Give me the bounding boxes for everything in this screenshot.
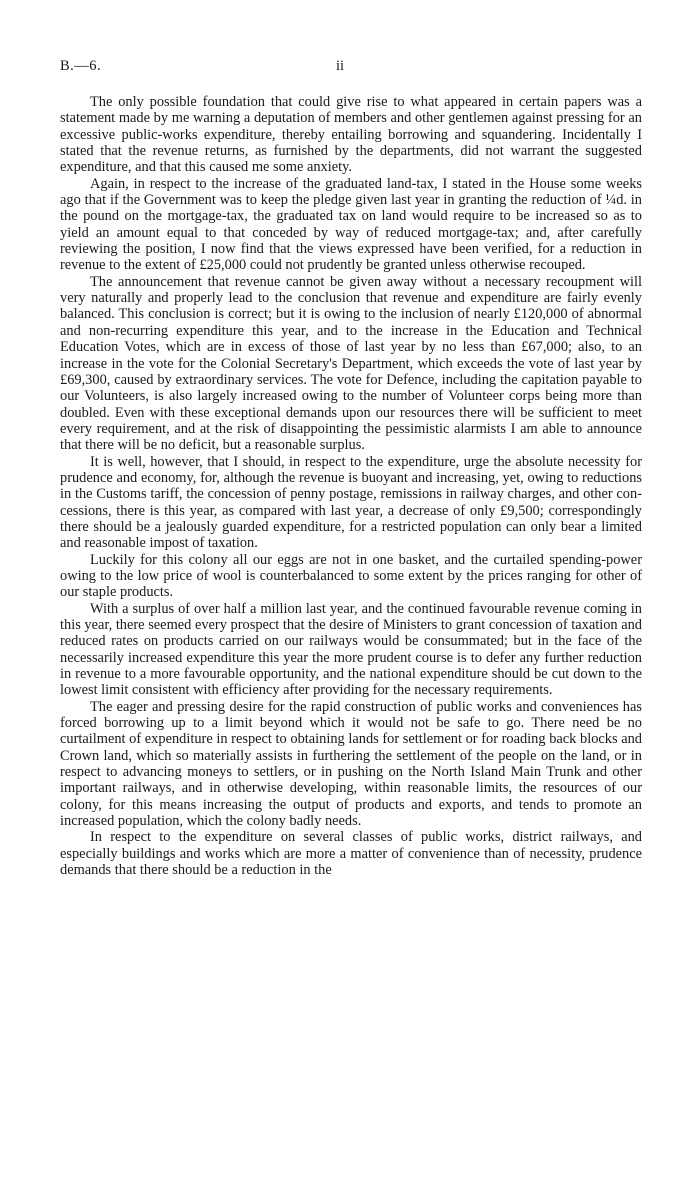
paragraph-2: Again, in respect to the increase of the graduated land-tax, I stated in the House some weeks ago that if the Government was to keep the pledge given last year in granting the reduction of ¼d. in the pound on the mortgage-tax, the graduated tax on land would require to be increased so as to yield an amount equal to that conceded by way of reduced mortgage-tax; and, after carefully reviewing the position, I now find that the views expressed have been verified, for a reduction in revenue to the extent of £25,000 could not prudently be granted unless otherwise recouped. <box>60 175 642 274</box>
paragraph-4: It is well, however, that I should, in respect to the expenditure, urge the absolute necessity for prudence and economy, for, although the revenue is buoyant and increasing, yet, owing to reductions in the Customs tariff, the concession of penny postage, remissions in railway charges, and other concessions, there is this year, as compared with last year, a decrease of only £9,500; correspondingly there should be a jealously guarded expenditure, for a restricted population can only bear a limited and reasonable impost of taxation. <box>60 453 642 552</box>
paragraph-1: The only possible foundation that could give rise to what appeared in certain papers was a statement made by me warning a deputation of members and other gentlemen against pressing for an excessive public-works expenditure, thereby entailing borrowing and squandering. Incidentally I stated that the revenue returns, as furnished by the departments, did not warrant the suggested expenditure, and that this caused me some anxiety. <box>60 94 642 176</box>
document-reference: B.—6. <box>60 58 102 74</box>
page-number: ii <box>336 58 345 74</box>
paragraph-8: In respect to the expenditure on several classes of public works, district railways, and especially buildings and works which are more a matter of convenience than of necessity, prudence demands that there should be a reduction in the <box>60 829 642 879</box>
paragraph-5: Luckily for this colony all our eggs are not in one basket, and the curtailed spending-power owing to the low price of wool is counterbalanced to some extent by the prices ranging for other of our staple products. <box>60 551 642 601</box>
running-header <box>60 58 642 78</box>
paragraph-7: The eager and pressing desire for the rapid construction of public works and conveniences has forced borrowing up to a limit beyond which it would not be safe to go. There need be no curtailment of expenditure in respect to obtaining lands for settlement or for roading back blocks and Crown land, which so materially assists in furthering the settlement of the people on the land, or in respect to advancing moneys to settlers, or in pushing on the North Island Main Trunk and other important railways, and in otherwise developing, within reasonable limits, the resources of our colony, for this means increasing the output of products and exports, and tends to promote an increased population, which the colony badly needs. <box>60 698 642 830</box>
paragraph-3: The announcement that revenue cannot be given away without a necessary recoupment will very naturally and properly lead to the conclusion that revenue and expenditure are fairly evenly balanced. This conclusion is correct; but it is owing to the inclusion of nearly £120,000 of abnormal and non-recurring expenditure this year, and to the increase in the Education and Technical Education Votes, which are in excess of those of last year by no less than £67,000; also, to an increase in the vote for the Colonial Secretary's Department, which exceeds the vote of last year by £69,300, caused by extraordinary services. The vote for Defence, including the capitation payable to our Volunteers, is also largely increased owing to the number of Volunteer corps being more than doubled. Even with these exceptional demands upon our resources there will be sufficient to meet every requirement, and at the risk of disappointing the pessimistic alarmists I am able to announce that there will be no deficit, but a reasonable surplus. <box>60 273 642 454</box>
paragraph-6: With a surplus of over half a million last year, and the continued favourable revenue coming in this year, there seemed every prospect that the desire of Ministers to grant concession of taxation and reduced rates on products carried on our railways would be consummated; but in the face of the necessarily increased expenditure this year the more prudent course is to defer any further reduction in revenue to a more favourable opportunity, and the national expenditure should be cut down to the lowest limit consistent with efficiency after providing for the necessary requirements. <box>60 600 642 699</box>
body-text <box>60 94 642 879</box>
